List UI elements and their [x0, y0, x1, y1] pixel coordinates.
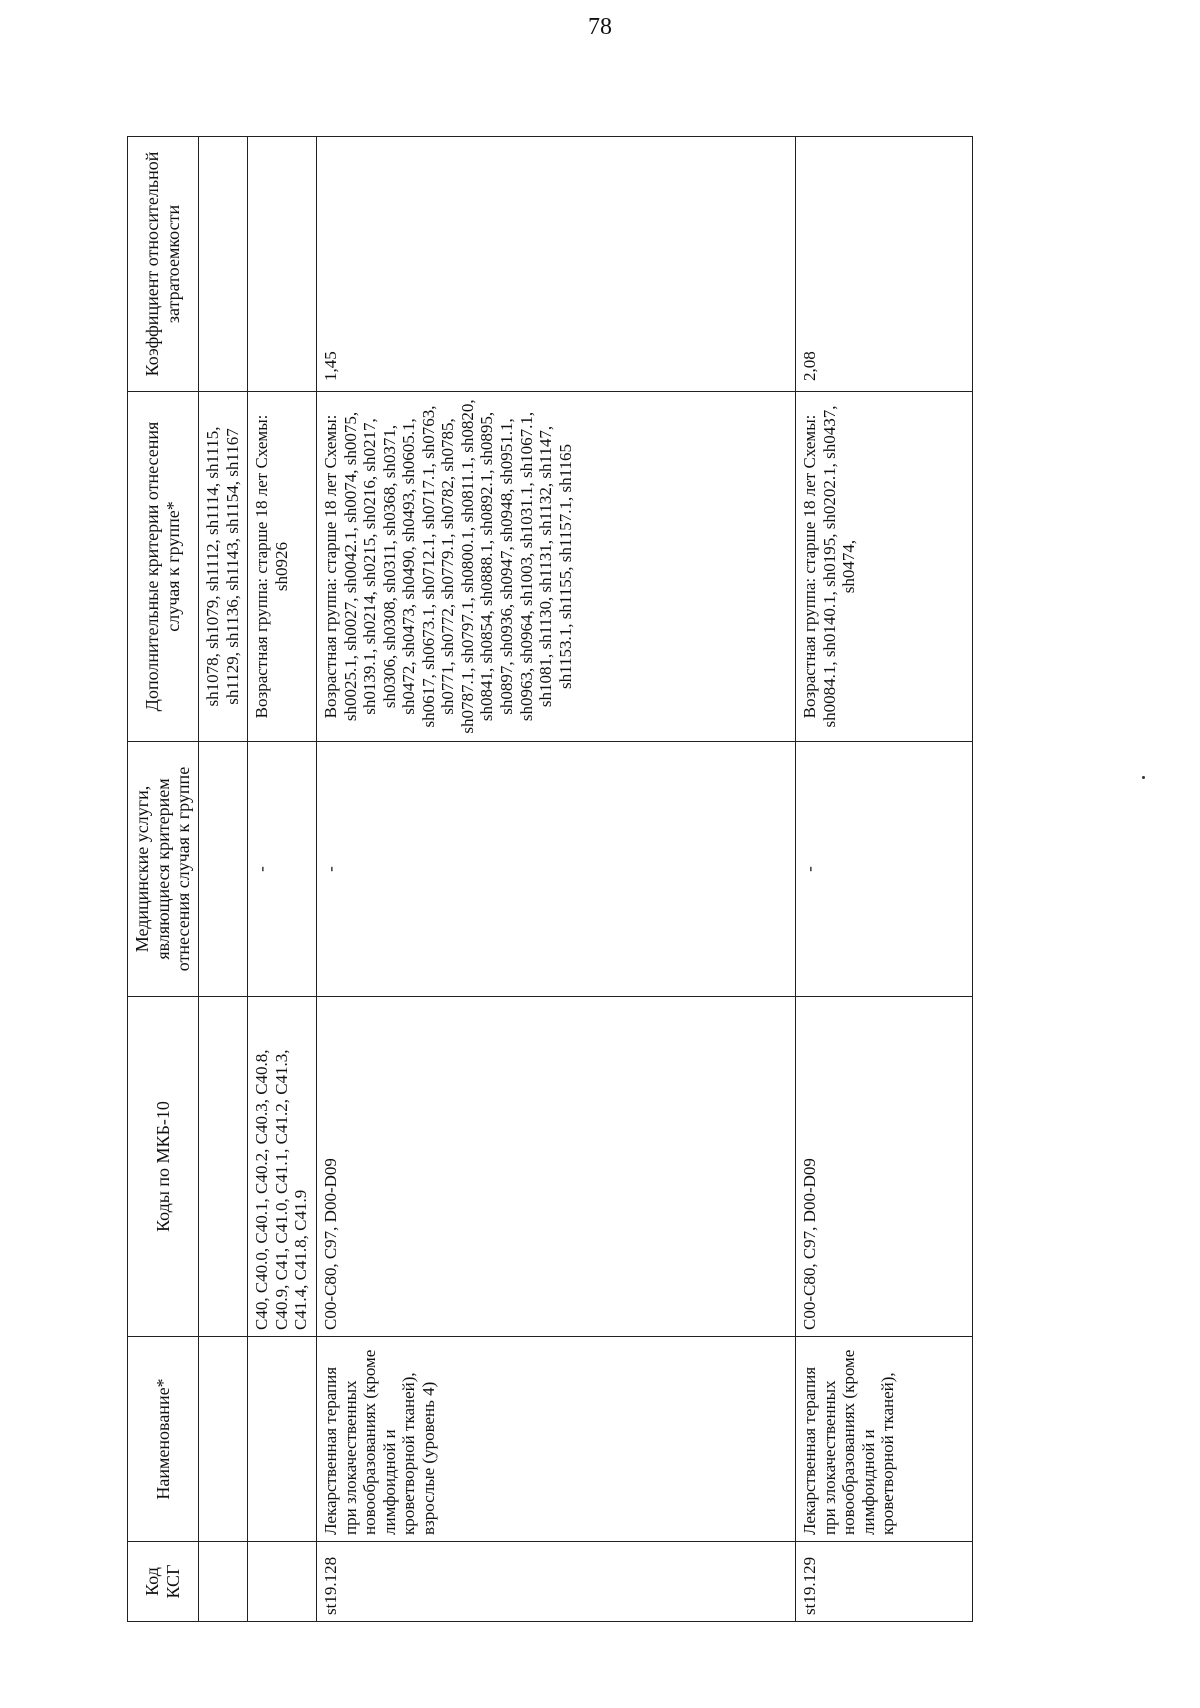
cell-icd-codes: [199, 997, 248, 1337]
ksg-table: [127, 136, 973, 1622]
header-coefficient: Коэффициент относительной затратоемкости: [128, 137, 199, 392]
cell-extra-criteria: Возрастная группа: старше 18 лет Схемы: sh0926: [248, 392, 317, 742]
cell-ksg-code: [248, 1542, 317, 1622]
cell-icd-codes: C40, C40.0, C40.1, C40.2, C40.3, C40.8, C40.9, C41, C41.0, C41.1, C41.2, C41.3, C41.4, C41.8, C41.9: [248, 997, 317, 1337]
cell-coefficient: 1,45: [317, 137, 796, 392]
header-ksg-code: Код КСГ: [128, 1542, 199, 1622]
table-row: [796, 137, 973, 1622]
cell-extra-criteria: Возрастная группа: старше 18 лет Схемы: sh0084.1, sh0140.1, sh0195, sh0202.1, sh0437, sh0474,: [796, 392, 973, 742]
cell-coefficient: [199, 137, 248, 392]
cell-icd-codes: C00-C80, C97, D00-D09: [796, 997, 973, 1337]
cell-med-services: -: [317, 742, 796, 997]
cell-extra-criteria: Возрастная группа: старше 18 лет Схемы: sh0025.1, sh0027, sh0042.1, sh0074, sh0075, sh0139.1, sh0214, sh0215, sh0216, sh0217, sh0306, sh0308, sh0311, sh0368, sh0371, sh0472, sh0473, sh0490, sh0493, sh0605.1, sh0617, sh0673.1, sh0712.1, sh0717.1, sh0763, sh0771, sh0772, sh0779.1, sh0782, sh0785, sh0787.1, sh0797.1, sh0800.1, sh0811.1, sh0820, sh0841, sh0854, sh0888.1, sh0892.1, sh0895, sh0897, sh0936, sh0947, sh0948, sh0951.1, sh0963, sh0964, sh1003, sh1031.1, sh1067.1, sh1081, sh1130, sh1131, sh1132, sh1147, sh1153.1, sh1155, sh1157.1, sh1165: [317, 392, 796, 742]
page-number: 78: [588, 14, 612, 40]
cell-name: [248, 1337, 317, 1542]
cell-coefficient: [248, 137, 317, 392]
table-row: [248, 137, 317, 1622]
cell-ksg-code: [199, 1542, 248, 1622]
cell-ksg-code: st19.128: [317, 1542, 796, 1622]
cell-name: Лекарственная терапия при злокачественных новообразованиях (кроме лимфоидной и кроветворной тканей),: [796, 1337, 973, 1542]
table-header-row: [128, 137, 199, 1622]
cell-med-services: -: [248, 742, 317, 997]
rotated-table-container: [127, 137, 955, 1622]
cell-extra-criteria: sh1078, sh1079, sh1112, sh1114, sh1115, sh1129, sh1136, sh1143, sh1154, sh1167: [199, 392, 248, 742]
scan-speck: [1142, 776, 1145, 779]
cell-med-services: [199, 742, 248, 997]
header-name: Наименование*: [128, 1337, 199, 1542]
cell-name: [199, 1337, 248, 1542]
cell-icd-codes: C00-C80, C97, D00-D09: [317, 997, 796, 1337]
table-row: [317, 137, 796, 1622]
cell-name: Лекарственная терапия при злокачественных новообразованиях (кроме лимфоидной и кроветворной тканей), взрослые (уровень 4): [317, 1337, 796, 1542]
cell-coefficient: 2,08: [796, 137, 973, 392]
header-med-services: Медицинские услуги, являющиеся критерием отнесения случая к группе: [128, 742, 199, 997]
cell-ksg-code: st19.129: [796, 1542, 973, 1622]
header-icd-codes: Коды по МКБ-10: [128, 997, 199, 1337]
cell-med-services: -: [796, 742, 973, 997]
table-row: [199, 137, 248, 1622]
header-extra-criteria: Дополнительные критерии отнесения случая к группе*: [128, 392, 199, 742]
